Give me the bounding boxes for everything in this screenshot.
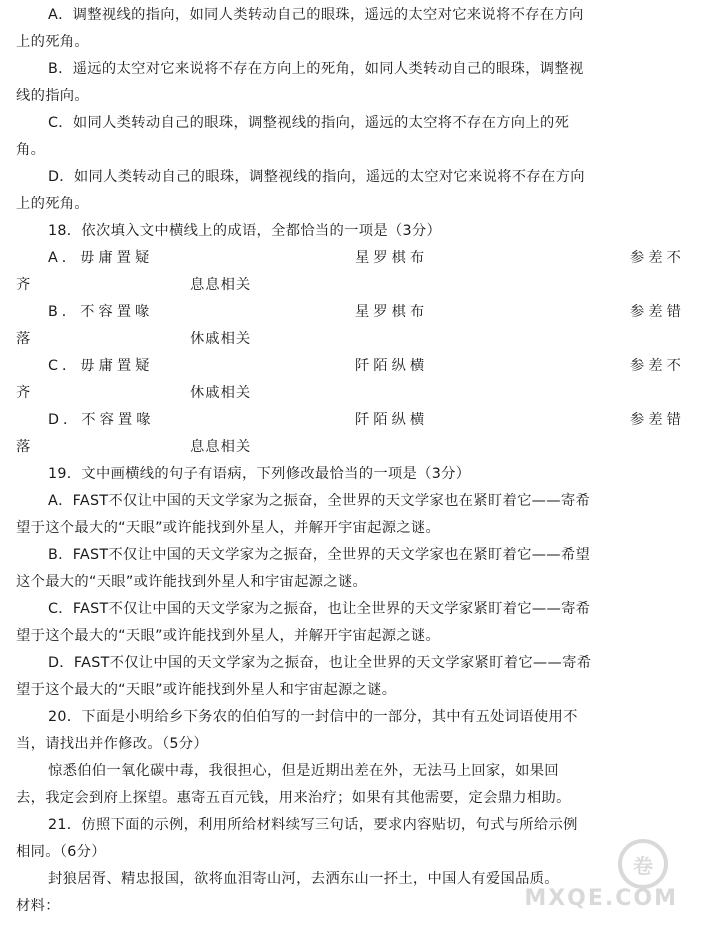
q18-option-b-idiom2: 星罗棋布 — [355, 304, 429, 320]
q18-option-c-idiom3: 参差不 — [630, 358, 685, 374]
q21-material-label: 材料： — [16, 898, 60, 914]
q21-example: 封狼居胥、精忠报国，欲将血泪寄山河，去洒东山一抔土，中国人有爱国品质。 — [48, 871, 559, 887]
q17-option-c-line2: 角。 — [16, 142, 46, 158]
q18-option-c-wrap: 齐 — [16, 385, 35, 401]
q17-option-d-line2: 上的死角。 — [16, 196, 89, 212]
q18-option-d-idiom3: 参差错 — [630, 412, 685, 428]
q17-option-b-line2: 线的指向。 — [16, 88, 89, 104]
q18-option-a-idiom4: 息息相关 — [190, 277, 252, 293]
q19-option-a-line1: A．FAST不仅让中国的天文学家为之振奋，全世界的天文学家也在紧盯着它——寄希 — [48, 493, 591, 509]
q18-option-d-idiom1: D．不容置喙 — [48, 412, 155, 428]
q20-letter-line1: 惊悉伯伯一氧化碳中毒，我很担心，但是近期出差在外，无法马上回家，如果回 — [48, 763, 559, 779]
q19-option-d-line2: 望于这个最大的“天眼”或许能找到外星人和宇宙起源之谜。 — [16, 682, 397, 698]
q18-option-b-wrap: 落 — [16, 331, 35, 347]
q18-stem: 18．依次填入文中横线上的成语，全都恰当的一项是（3分） — [48, 223, 442, 239]
q18-option-a-idiom3: 参差不 — [630, 250, 685, 266]
q19-option-b-line1: B．FAST不仅让中国的天文学家为之振奋，全世界的天文学家也在紧盯着它——希望 — [48, 547, 591, 563]
q18-option-c-idiom1: C．毋庸置疑 — [48, 358, 154, 374]
q19-option-c-line1: C．FAST不仅让中国的天文学家为之振奋，也让全世界的天文学家紧盯着它——寄希 — [48, 601, 591, 617]
q18-option-c-idiom2: 阡陌纵横 — [355, 358, 429, 374]
q20-stem-line1: 20．下面是小明给乡下务农的伯伯写的一封信中的一部分，其中有五处词语使用不 — [48, 709, 578, 725]
q17-option-a-line1: A．调整视线的指向，如同人类转动自己的眼珠，遥远的太空对它来说将不存在方向 — [48, 7, 584, 23]
q18-option-d-wrap: 落 — [16, 439, 35, 455]
q21-stem-line1: 21．仿照下面的示例，利用所给材料续写三句话，要求内容贴切，句式与所给示例 — [48, 817, 578, 833]
q18-option-d-idiom4: 息息相关 — [190, 439, 252, 455]
q18-option-a-idiom1: A．毋庸置疑 — [48, 250, 154, 266]
q20-letter-line2: 去，我定会到府上探望。惠寄五百元钱，用来治疗；如果有其他需要，定会鼎力相助。 — [16, 790, 571, 806]
q18-option-b-idiom3: 参差错 — [630, 304, 685, 320]
q19-option-d-line1: D．FAST不仅让中国的天文学家为之振奋，也让全世界的天文学家紧盯着它——寄希 — [48, 655, 592, 671]
q18-option-b-idiom4: 休戚相关 — [190, 331, 252, 347]
q19-stem: 19．文中画横线的句子有语病，下列修改最恰当的一项是（3分） — [48, 466, 471, 482]
q18-option-a-wrap: 齐 — [16, 277, 35, 293]
q18-option-c-idiom4: 休戚相关 — [190, 385, 252, 401]
q18-option-d-idiom2: 阡陌纵横 — [355, 412, 429, 428]
q20-stem-line2: 当，请找出并作修改。（5分） — [16, 736, 209, 752]
q17-option-b-line1: B．遥远的太空对它来说将不存在方向上的死角，如同人类转动自己的眼珠，调整视 — [48, 61, 584, 77]
q21-stem-line2: 相同。（6分） — [16, 844, 106, 860]
watermark-badge-icon: 卷 — [618, 839, 668, 889]
q17-option-a-line2: 上的死角。 — [16, 34, 89, 50]
q18-option-b-idiom1: B．不容置喙 — [48, 304, 154, 320]
q17-option-d-line1: D．如同人类转动自己的眼珠，调整视线的指向，遥远的太空对它来说将不存在方向 — [48, 169, 585, 185]
q17-option-c-line1: C．如同人类转动自己的眼珠，调整视线的指向，遥远的太空将不存在方向上的死 — [48, 115, 570, 131]
q19-option-b-line2: 这个最大的“天眼”或许能找到外星人和宇宙起源之谜。 — [16, 574, 368, 590]
watermark-text: MXQE.COM — [524, 886, 678, 911]
q18-option-a-idiom2: 星罗棋布 — [355, 250, 429, 266]
q19-option-c-line2: 望于这个最大的“天眼”或许能找到外星人，并解开宇宙起源之谜。 — [16, 628, 441, 644]
q19-option-a-line2: 望于这个最大的“天眼”或许能找到外星人，并解开宇宙起源之谜。 — [16, 520, 441, 536]
